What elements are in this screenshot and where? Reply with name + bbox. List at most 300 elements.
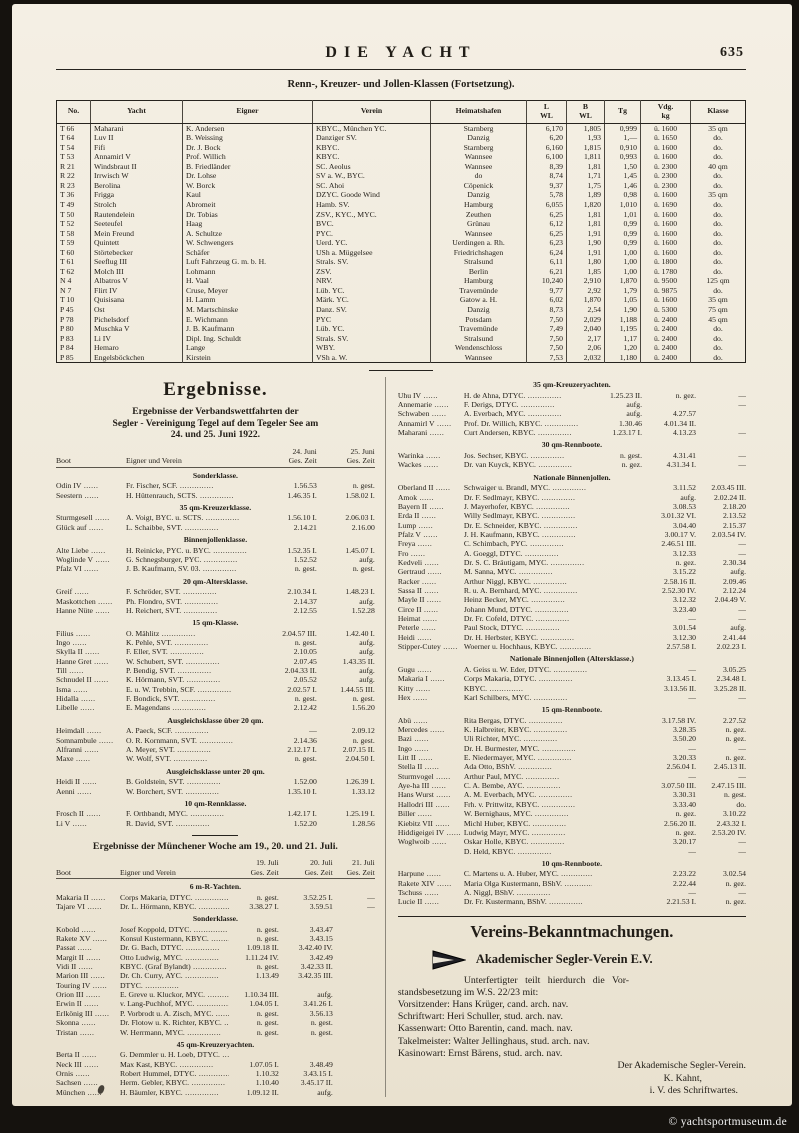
yacht-row: [57, 200, 746, 210]
boat-name: Fro ......: [398, 549, 464, 558]
result-row: [398, 511, 746, 520]
boat-name: Tristan ......: [56, 1028, 120, 1037]
time-value: 1.11.24 IV.: [245, 952, 279, 962]
results-right-column: [386, 377, 746, 1097]
class-section-row: [56, 467, 375, 481]
time-value: 3.42.49: [309, 952, 333, 962]
owner-club: Konsul Kustermann, KBYC. .....: [120, 934, 229, 943]
yacht-row: [57, 305, 746, 315]
time-value: [592, 539, 642, 548]
result-row: [398, 400, 746, 409]
result-row: [398, 837, 746, 846]
yacht-row: [57, 133, 746, 143]
officer-line: Kassenwart: Otto Barentin, cand. mach. nav.: [397, 1023, 573, 1035]
yacht-cell: Starnberg: [431, 143, 527, 153]
result-row: [398, 897, 746, 906]
yacht-cell: T 66: [60, 123, 75, 133]
boat-name: Stella II ......: [398, 762, 464, 771]
time-value: [592, 781, 642, 790]
result-row: [398, 530, 746, 539]
yacht-cell: Starnberg: [431, 123, 527, 133]
time-value: 3.11.52: [673, 483, 696, 493]
time-value: 3.10.22: [722, 809, 746, 819]
yacht-cell: 1,91: [567, 248, 605, 258]
time-value: 4.27.57: [672, 409, 696, 419]
time-value: 1.07.05 I.: [249, 1059, 279, 1069]
yacht-cell: Kaul: [183, 190, 313, 200]
time-value: 2.53.20 IV.: [711, 827, 746, 837]
time-value: 2.12.17 I.: [287, 744, 317, 754]
boat-name: Frosch II ......: [56, 809, 126, 818]
boat-name: Berta II ......: [56, 1050, 120, 1059]
yacht-cell: 1,870: [605, 276, 641, 286]
result-row: [56, 819, 375, 828]
yacht-cell: ü. 1600: [641, 238, 691, 248]
column-header: Heimatshafen: [431, 101, 527, 124]
time-value: 3.45.17 II.: [300, 1078, 333, 1088]
boat-name: Somnambule ......: [56, 736, 126, 745]
time-value: 3.02.54: [722, 869, 746, 879]
boat-name: Sturmvogel ......: [398, 772, 464, 781]
yacht-cell: ü. 2300: [641, 162, 691, 172]
time-value: [592, 847, 642, 856]
time-value: [592, 684, 642, 693]
yacht-cell: 6,20: [527, 133, 567, 143]
muenchen-results-head: [56, 858, 375, 879]
yacht-cell: ü. 1600: [641, 229, 691, 239]
time-value: 1.09.12 II.: [246, 1087, 279, 1097]
result-row: [398, 623, 746, 632]
time-value: 3.15.22: [672, 567, 696, 577]
time-value: aufg.: [359, 666, 375, 676]
result-row: [398, 762, 746, 771]
section-title: 20 qm-Altersklasse.: [183, 576, 248, 586]
yacht-cell: 0,99: [605, 229, 641, 239]
time-value: n. gest.: [256, 962, 279, 972]
yacht-cell: Lüb. YC.: [313, 324, 431, 334]
yacht-cell: H. Lamm: [183, 295, 313, 305]
time-value: n. gest.: [294, 754, 317, 764]
owner-club: O. Mählitz .....: [126, 629, 261, 638]
yacht-cell: 9,37: [527, 181, 567, 191]
yacht-cell: A. Schultze: [183, 229, 313, 239]
result-row: [56, 647, 375, 656]
yacht-cell: ü. 1650: [641, 133, 691, 143]
result-row: [56, 694, 375, 703]
yacht-cell: Ost: [91, 305, 183, 315]
time-value: 1.10.34 III.: [244, 990, 279, 1000]
yacht-cell: Kirstein: [183, 353, 313, 363]
result-row: [56, 999, 375, 1008]
boat-name: Harpune ......: [398, 869, 464, 878]
result-row: [398, 595, 746, 604]
yacht-cell: Hamb. SV.: [313, 200, 431, 210]
yacht-cell: 1,01: [605, 210, 641, 220]
owner-club: Dr. L. Hörmann, KBYC. .....: [120, 902, 229, 911]
time-value: [642, 400, 696, 409]
owner-club: Uli Richter, MYC. .....: [464, 734, 592, 743]
column-header: No.: [57, 101, 91, 124]
time-value: 2.02.24 II.: [713, 492, 746, 502]
time-value: 1.52.52: [293, 554, 317, 564]
date-col-header: 24. Juni: [292, 446, 317, 456]
time-value: 1.23.17 I.: [612, 428, 642, 438]
boat-name: Racker ......: [398, 577, 464, 586]
time-value: [333, 971, 375, 980]
time-value: —: [738, 743, 746, 753]
time-value: 1.09.18 II.: [246, 943, 279, 953]
yacht-cell: R 23: [60, 180, 75, 190]
time-value: aufg.: [359, 554, 375, 564]
time-value: [592, 744, 642, 753]
yacht-cell: Dr. Tobias: [183, 210, 313, 220]
time-value: aufg.: [317, 1087, 333, 1097]
time-value: 2.56.20 II.: [663, 818, 696, 828]
boat-name: Pfalz VI ......: [56, 564, 126, 573]
time-value: 3.12.32: [672, 595, 696, 605]
results-left-column: [56, 377, 386, 1097]
yacht-cell: 6,12: [527, 219, 567, 229]
yacht-cell: do.: [691, 286, 746, 296]
yacht-cell: 7,50: [527, 334, 567, 344]
time-value: 2.09.46: [722, 576, 746, 586]
time-value: 4.01.34 II.: [663, 418, 696, 428]
time-value: [592, 674, 642, 683]
result-row: [56, 629, 375, 638]
boat-name: Touring IV ......: [56, 981, 120, 990]
boat-name: Ingo ......: [56, 638, 126, 647]
yacht-cell: ü. 1600: [641, 219, 691, 229]
column-header: L WL: [527, 101, 567, 124]
boat-name: Schwaben ......: [398, 409, 464, 418]
owner-club: Corps Makaria, DTYC. .....: [120, 893, 229, 902]
yacht-cell: PYC: [313, 315, 431, 325]
owner-club: Curt Andersen, KBYC. .....: [464, 428, 592, 437]
yacht-row: [57, 229, 746, 239]
yacht-cell: do.: [691, 267, 746, 277]
boat-name: Woglwoib ......: [398, 837, 464, 846]
yacht-cell: Danzig: [431, 133, 527, 143]
result-row: [398, 633, 746, 642]
yacht-cell: 1,71: [567, 171, 605, 181]
time-value: 2.04.50 I.: [345, 754, 375, 764]
yacht-cell: 1,820: [567, 200, 605, 210]
yacht-cell: T 59: [60, 238, 75, 248]
time-value: 3.13.45 I.: [666, 674, 696, 684]
section-title: 6 m-R-Yachten.: [189, 882, 242, 892]
yacht-cell: T 49: [60, 199, 75, 209]
result-row: [398, 790, 746, 799]
time-value: 2.52.30 IV.: [661, 585, 696, 595]
owner-club: C. A. Bembe, AYC. .....: [464, 781, 592, 790]
yacht-cell: Prof. Willich: [183, 152, 313, 162]
time-value: [592, 577, 642, 586]
owner-club: A. Voigt, BYC. u. SCTS. .....: [126, 513, 261, 522]
muenchen-date-row: [56, 858, 375, 868]
time-value: —: [738, 613, 746, 623]
time-value: 3.42.40 IV.: [298, 943, 333, 953]
time-value: [592, 772, 642, 781]
date-col-header: 19. Juli: [256, 858, 279, 868]
yacht-cell: do.: [691, 334, 746, 344]
yacht-cell: 6,23: [527, 238, 567, 248]
time-value: 2.47.15 III.: [711, 781, 746, 791]
time-value: n. gez.: [725, 878, 746, 888]
yacht-cell: Seeteufel: [91, 219, 183, 229]
yacht-cell: Wendenschloss: [431, 343, 527, 353]
yacht-cell: Uerdingen a. Rh.: [431, 238, 527, 248]
boat-name: Seestern ......: [56, 491, 126, 500]
result-row: [56, 726, 375, 735]
yacht-cell: Haag: [183, 219, 313, 229]
class-section-row: [398, 377, 746, 391]
time-value: 4.13.23: [672, 428, 696, 438]
time-value: —: [688, 743, 696, 753]
time-value: [592, 633, 642, 642]
owner-club: Dr. van Kuyck, KBYC. .....: [464, 460, 592, 469]
yacht-cell: 45 qm: [691, 315, 746, 325]
boat-name: Tschuss ......: [398, 888, 464, 897]
time-value: 1.43.35 II.: [342, 656, 375, 666]
result-row: [398, 744, 746, 753]
vereins-closing: [398, 1060, 746, 1098]
result-row: [56, 638, 375, 647]
yacht-cell: 2,06: [567, 343, 605, 353]
class-section-row: [56, 615, 375, 629]
result-row: [398, 888, 746, 897]
yacht-cell: 6,100: [527, 152, 567, 162]
result-row: [398, 734, 746, 743]
owner-club: G. Demmler u. H. Loeb, DTYC. .....: [120, 1050, 229, 1059]
owner-club: Dr. H. Burmester, MYC. .....: [464, 744, 592, 753]
owner-club: Dr. Fr. Cofeld, DTYC. .....: [464, 614, 592, 623]
yacht-cell: ü. 1780: [641, 267, 691, 277]
boat-name: Sachsen ......: [56, 1078, 120, 1087]
time-value: [592, 493, 642, 502]
result-row: [56, 685, 375, 694]
time-value: —: [367, 892, 375, 902]
boat-name: Heidi ......: [398, 633, 464, 642]
yacht-cell: 6,11: [527, 257, 567, 267]
yacht-cell: ü. 2400: [641, 324, 691, 334]
officer-line: Kasinowart: Ernst Bärens, stud. arch. nav.: [397, 1047, 563, 1059]
yacht-cell: SC. Ahoi: [313, 181, 431, 191]
owner-club: D. Held, KBYC. .....: [464, 847, 592, 856]
yacht-row: [57, 219, 746, 229]
boat-name: Gugu ......: [398, 665, 464, 674]
time-value: [333, 999, 375, 1008]
time-value: 1.26.39 I.: [345, 777, 375, 787]
yacht-cell: 1,81: [567, 162, 605, 172]
boat-name: Marion III ......: [56, 971, 120, 980]
result-row: [398, 674, 746, 683]
yacht-cell: ZSV., KYC., MYC.: [313, 210, 431, 220]
yacht-cell: P 83: [60, 333, 74, 343]
time-value: [333, 1088, 375, 1097]
boat-name: Hallodri III ......: [398, 800, 464, 809]
yacht-cell: Maharani: [91, 123, 183, 133]
time-value: 1.56.20: [351, 703, 375, 713]
running-head: [56, 44, 746, 62]
yacht-cell: Engelsböckchen: [91, 353, 183, 363]
time-value: [333, 1009, 375, 1018]
owner-club: F. Eller, SVT. .....: [126, 647, 261, 656]
yacht-cell: P 84: [60, 343, 74, 353]
owner-club: Robert Hummel, DTYC. .....: [120, 1069, 229, 1078]
yacht-cell: Travemünde: [431, 324, 527, 334]
time-value: n. gest.: [256, 924, 279, 934]
yacht-cell: Wannsee: [431, 229, 527, 239]
yacht-row: [57, 210, 746, 220]
time-value: 3.12.30: [672, 632, 696, 642]
owner-club: Ph. Flondro, SVT. .....: [126, 597, 261, 606]
boat-name: Uhu IV ......: [398, 391, 464, 400]
time-value: [333, 934, 375, 943]
time-value: 2.04.49 V.: [714, 595, 746, 605]
boat-name: Oberland II ......: [398, 483, 464, 492]
results-area: [56, 377, 746, 1097]
boat-name: Biller ......: [398, 809, 464, 818]
result-row: [398, 539, 746, 548]
time-value: [592, 809, 642, 818]
boat-name: Bayern II ......: [398, 502, 464, 511]
yacht-cell: do.: [691, 133, 746, 143]
yacht-cell: Stralsund: [431, 257, 527, 267]
result-row: [56, 1009, 375, 1018]
boat-name: Passat ......: [56, 943, 120, 952]
section-title: 45 qm-Kreuzeryachten.: [176, 1039, 255, 1049]
owner-club: H. Hüttenrauch, SCTS. .....: [126, 491, 261, 500]
boat-name: Ornis ......: [56, 1069, 120, 1078]
time-value: [592, 837, 642, 846]
yacht-cell: 9,77: [527, 286, 567, 296]
owner-club: A. Meyer, SVT. .....: [126, 745, 261, 754]
yacht-cell: ü. 1600: [641, 295, 691, 305]
yacht-cell: 7,53: [527, 353, 567, 363]
yacht-cell: VSh a. W.: [313, 353, 431, 363]
eigner-col-header: Eigner und Verein: [126, 456, 261, 467]
yacht-row: [57, 267, 746, 277]
yacht-cell: ü. 1690: [641, 200, 691, 210]
result-row: [398, 460, 746, 469]
owner-club: Ada Otto, BShV. .....: [464, 762, 592, 771]
time-value: 3.25.28 II.: [713, 683, 746, 693]
tegel-subheading-line: 24. und 25. Juni 1922.: [170, 429, 261, 441]
time-value: 3.01.54: [672, 623, 696, 633]
owner-club: K. Hörmann, SVT. .....: [126, 675, 261, 684]
time-value: 3.08.53: [672, 501, 696, 511]
section-title: 35 qm-Kreuzeryachten.: [533, 380, 611, 390]
result-row: [398, 819, 746, 828]
ges-zeit-header: Ges. Zeit: [317, 456, 375, 467]
section-title: Binnenjollenklasse.: [183, 535, 248, 545]
time-value: —: [688, 664, 696, 674]
time-value: [592, 888, 642, 897]
yacht-cell: Danzig: [431, 305, 527, 315]
yacht-cell: Abromeit: [183, 200, 313, 210]
yacht-cell: Danz. SV.: [313, 305, 431, 315]
time-value: n. gest.: [352, 564, 375, 574]
time-value: n. gest.: [352, 694, 375, 704]
boat-name: Ingo ......: [398, 744, 464, 753]
time-value: 1.04.05 I.: [249, 999, 279, 1009]
time-value: —: [688, 692, 696, 702]
yacht-cell: 6,055: [527, 200, 567, 210]
boat-name: Margit II ......: [56, 953, 120, 962]
results-heading: Ergebnisse.: [163, 379, 268, 401]
time-value: n. gest.: [256, 934, 279, 944]
yacht-cell: do.: [691, 229, 746, 239]
owner-club: E. Magendans .....: [126, 703, 261, 712]
owner-club: Herm. Gebler, KBYC. .....: [120, 1078, 229, 1087]
time-value: [592, 549, 642, 558]
owner-club: Rita Bergas, DTYC. .....: [464, 716, 592, 725]
yacht-cell: 1,85: [567, 267, 605, 277]
owner-club: KBYC. .....: [464, 684, 592, 693]
section-title: 15 qm-Klasse.: [192, 618, 239, 628]
time-value: 1.25.23 II.: [609, 390, 642, 400]
tegel-results-head: [56, 447, 375, 468]
time-value: 2.41.44: [722, 632, 746, 642]
section-title: Sonderklasse.: [192, 470, 238, 480]
owner-club: R. u. A. Bernhard, MYC. .....: [464, 586, 592, 595]
yacht-cell: 6,02: [527, 295, 567, 305]
time-value: 2.05.52: [293, 675, 317, 685]
yacht-cell: P 78: [60, 314, 74, 324]
yacht-cell: 6,25: [527, 229, 567, 239]
yacht-cell: 1,20: [605, 343, 641, 353]
yacht-cell: 40 qm: [691, 162, 746, 172]
time-value: 1.28.56: [351, 818, 375, 828]
result-row: [56, 787, 375, 796]
time-value: [279, 1050, 333, 1059]
boat-name: Annamirl V ......: [398, 419, 464, 428]
owner-club: Dr. E. Schneider, KBYC. .....: [464, 521, 592, 530]
section-title: 15 qm-Rennboote.: [541, 705, 603, 715]
yacht-cell: 1,805: [567, 123, 605, 133]
column-header: Klasse: [691, 101, 746, 124]
boat-name: Makaria II ......: [56, 893, 120, 902]
time-value: —: [738, 604, 746, 614]
column-header: B WL: [567, 101, 605, 124]
section-title: Nationale Binnenjollen (Altersklasse.): [509, 654, 634, 664]
result-row: [56, 587, 375, 596]
time-value: 2.03.45 III.: [711, 483, 746, 493]
boat-name: Bazi ......: [398, 734, 464, 743]
time-value: [592, 762, 642, 771]
time-value: —: [738, 428, 746, 438]
time-value: 1.42.40 I.: [345, 628, 375, 638]
result-row: [56, 777, 375, 786]
time-value: 2.06.03 I.: [345, 513, 375, 523]
result-row: [398, 642, 746, 651]
ges-zeit-header: Ges. Zeit: [229, 868, 279, 879]
time-value: 1.56.53: [293, 481, 317, 491]
time-value: 1.10.32: [255, 1069, 279, 1079]
watermark-text: © yachtsportmuseum.de: [668, 1116, 787, 1128]
section-title: 10 qm-Rennboote.: [541, 858, 603, 868]
time-value: 4.31.41: [672, 450, 696, 460]
section-title: 30 qm-Rennboote.: [541, 440, 603, 450]
owner-club: E. Greve u. Kluckor, MYC. .....: [120, 990, 229, 999]
yacht-cell: 125 qm: [691, 276, 746, 286]
boat-name: Erwin II ......: [56, 999, 120, 1008]
yacht-cell: 1,93: [567, 133, 605, 143]
time-value: [592, 716, 642, 725]
yacht-cell: Seeflug III: [91, 257, 183, 267]
boat-name: Rakete XIV ......: [398, 879, 464, 888]
vereins-intro: [398, 975, 746, 999]
